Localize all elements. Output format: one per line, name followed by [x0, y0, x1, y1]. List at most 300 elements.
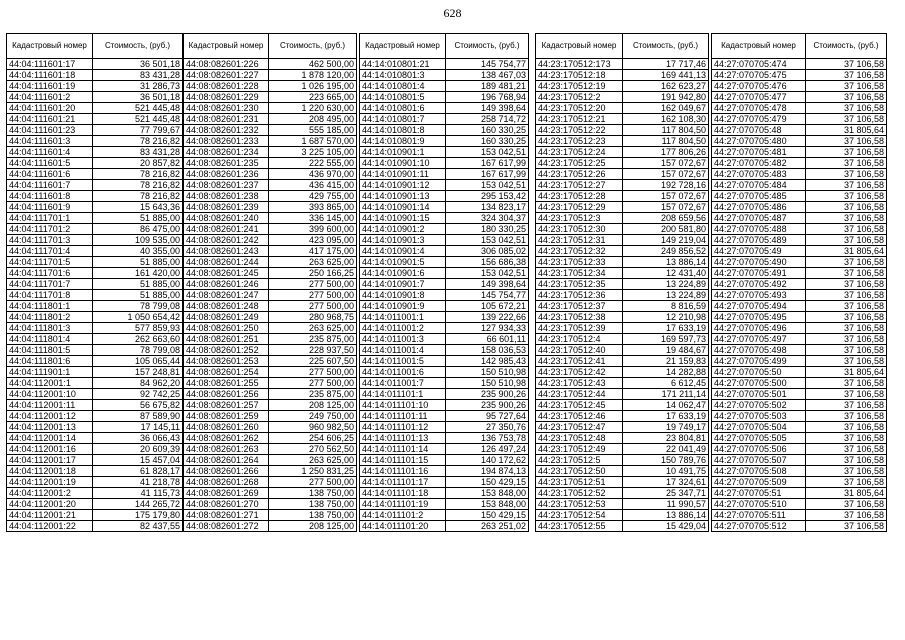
cadastral-number-cell: 44:14:011101:13	[360, 433, 446, 444]
table-row	[712, 235, 887, 246]
table-row	[184, 59, 357, 70]
cost-cell: 37 106,58	[806, 191, 887, 202]
cost-cell: 208 125,00	[269, 400, 357, 411]
cost-cell: 19 749,17	[623, 422, 709, 433]
cadastral-number-cell: 44:27:070705:489	[712, 235, 806, 246]
cadastral-number-cell: 44:23:170512:44	[536, 389, 623, 400]
table-row	[7, 279, 183, 290]
cost-cell: 15 429,04	[623, 521, 709, 532]
cadastral-number-cell: 44:27:070705:481	[712, 147, 806, 158]
table-row	[7, 367, 183, 378]
cadastral-number-cell: 44:23:170512:24	[536, 147, 623, 158]
table-row	[712, 433, 887, 444]
table-row	[712, 158, 887, 169]
cadastral-number-cell: 44:04:111601:8	[7, 191, 93, 202]
cadastral-number-cell: 44:14:010801:3	[360, 70, 446, 81]
table-row	[536, 301, 709, 312]
cadastral-number-cell: 44:14:010801:21	[360, 59, 446, 70]
cadastral-number-cell: 44:08:082601:243	[184, 246, 269, 257]
cadastral-number-cell: 44:14:010901:15	[360, 213, 446, 224]
cost-cell: 21 159,83	[623, 356, 709, 367]
cadastral-number-cell: 44:04:111601:3	[7, 136, 93, 147]
cost-cell: 37 106,58	[806, 477, 887, 488]
cost-cell: 37 106,58	[806, 356, 887, 367]
cadastral-number-cell: 44:08:082601:250	[184, 323, 269, 334]
cadastral-number-cell: 44:08:082601:254	[184, 367, 269, 378]
cadastral-number-cell: 44:27:070705:498	[712, 345, 806, 356]
table-row	[712, 499, 887, 510]
cost-cell: 235 900,26	[446, 389, 529, 400]
table-row	[184, 521, 357, 532]
table-row	[536, 169, 709, 180]
cadastral-number-cell: 44:04:111801:5	[7, 345, 93, 356]
cadastral-number-cell: 44:14:011101:15	[360, 455, 446, 466]
cost-cell: 3 225 105,00	[269, 147, 357, 158]
table-row	[536, 158, 709, 169]
cost-cell: 37 106,58	[806, 213, 887, 224]
cost-cell: 37 106,58	[806, 114, 887, 125]
cost-cell: 92 742,25	[93, 389, 183, 400]
cost-cell: 175 179,80	[93, 510, 183, 521]
cost-cell: 150 510,98	[446, 378, 529, 389]
table-row	[712, 70, 887, 81]
cadastral-number-cell: 44:04:112001:10	[7, 389, 93, 400]
cost-cell: 51 885,00	[93, 213, 183, 224]
cost-cell: 399 600,00	[269, 224, 357, 235]
cadastral-number-cell: 44:23:170512:46	[536, 411, 623, 422]
cost-cell: 37 106,58	[806, 510, 887, 521]
cost-cell: 84 962,20	[93, 378, 183, 389]
cadastral-number-cell: 44:04:111701:5	[7, 257, 93, 268]
cost-cell: 196 768,94	[446, 92, 529, 103]
cadastral-number-cell: 44:27:070705:474	[712, 59, 806, 70]
cadastral-number-cell: 44:14:011101:19	[360, 499, 446, 510]
cadastral-number-cell: 44:04:112001:17	[7, 455, 93, 466]
table-row	[7, 70, 183, 81]
cadastral-number-cell: 44:27:070705:509	[712, 477, 806, 488]
cadastral-number-cell: 44:04:112001:18	[7, 466, 93, 477]
table-row	[712, 301, 887, 312]
header-cadastral-number: Кадастровый номер	[360, 34, 446, 59]
cost-cell: 277 500,00	[269, 477, 357, 488]
cadastral-number-cell: 44:14:011001:5	[360, 356, 446, 367]
cadastral-number-cell: 44:08:082601:245	[184, 268, 269, 279]
cadastral-number-cell: 44:04:111701:4	[7, 246, 93, 257]
table-row	[360, 499, 529, 510]
cost-cell: 324 304,37	[446, 213, 529, 224]
cadastral-number-cell: 44:14:011101:11	[360, 411, 446, 422]
cadastral-number-cell: 44:04:112001:22	[7, 521, 93, 532]
cadastral-number-cell: 44:23:170512:32	[536, 246, 623, 257]
table-row	[712, 334, 887, 345]
cadastral-number-cell: 44:04:111601:17	[7, 59, 93, 70]
table-row	[536, 103, 709, 114]
cost-cell: 8 816,59	[623, 301, 709, 312]
cost-cell: 15 457,04	[93, 455, 183, 466]
cost-cell: 1 250 831,25	[269, 466, 357, 477]
table-row	[360, 92, 529, 103]
table-row	[536, 312, 709, 323]
table-row	[184, 235, 357, 246]
cost-cell: 86 475,00	[93, 224, 183, 235]
cost-cell: 11 990,57	[623, 499, 709, 510]
cost-cell: 31 286,73	[93, 81, 183, 92]
cost-cell: 51 885,00	[93, 279, 183, 290]
table-row	[184, 466, 357, 477]
table-row	[360, 268, 529, 279]
cost-cell: 82 437,55	[93, 521, 183, 532]
table-row	[536, 466, 709, 477]
cadastral-number-cell: 44:27:070705:485	[712, 191, 806, 202]
table-row	[360, 70, 529, 81]
cost-cell: 208 495,00	[269, 114, 357, 125]
table-row	[7, 356, 183, 367]
cost-cell: 78 799,08	[93, 301, 183, 312]
table-row	[536, 400, 709, 411]
cadastral-number-cell: 44:14:011001:3	[360, 334, 446, 345]
table-row	[184, 411, 357, 422]
cost-cell: 20 857,82	[93, 158, 183, 169]
table-row	[712, 378, 887, 389]
table-row	[7, 246, 183, 257]
cadastral-number-cell: 44:23:170512:20	[536, 103, 623, 114]
cadastral-number-cell: 44:04:112001:19	[7, 477, 93, 488]
table-row	[360, 455, 529, 466]
table-row	[7, 191, 183, 202]
table-row	[360, 367, 529, 378]
cadastral-number-cell: 44:08:082601:268	[184, 477, 269, 488]
cadastral-number-cell: 44:27:070705:510	[712, 499, 806, 510]
cadastral-number-cell: 44:04:111701:7	[7, 279, 93, 290]
table-row	[7, 422, 183, 433]
cadastral-number-cell: 44:04:111601:6	[7, 169, 93, 180]
cadastral-number-cell: 44:27:070705:508	[712, 466, 806, 477]
table-row	[712, 389, 887, 400]
cost-cell: 222 555,00	[269, 158, 357, 169]
cadastral-number-cell: 44:23:170512:48	[536, 433, 623, 444]
cost-cell: 37 106,58	[806, 169, 887, 180]
cost-cell: 37 106,58	[806, 279, 887, 290]
table-row	[7, 136, 183, 147]
cadastral-number-cell: 44:04:112001:12	[7, 411, 93, 422]
cadastral-number-cell: 44:23:170512:40	[536, 345, 623, 356]
cadastral-number-cell: 44:08:082601:230	[184, 103, 269, 114]
cadastral-number-cell: 44:14:010901:7	[360, 279, 446, 290]
table-row	[7, 466, 183, 477]
page-number: 628	[443, 6, 462, 20]
table-row	[7, 147, 183, 158]
cadastral-number-cell: 44:23:170512:45	[536, 400, 623, 411]
cost-cell: 37 106,58	[806, 389, 887, 400]
cadastral-number-cell: 44:04:112001:11	[7, 400, 93, 411]
table-row	[360, 279, 529, 290]
table-row	[7, 433, 183, 444]
cost-cell: 37 106,58	[806, 455, 887, 466]
cadastral-number-cell: 44:08:082601:234	[184, 147, 269, 158]
cost-cell: 78 216,82	[93, 180, 183, 191]
cost-cell: 235 875,00	[269, 334, 357, 345]
table-row	[184, 158, 357, 169]
cadastral-number-cell: 44:08:082601:226	[184, 59, 269, 70]
register-table-1	[6, 33, 183, 532]
table-row	[712, 114, 887, 125]
cost-cell: 208 659,56	[623, 213, 709, 224]
table-row	[7, 224, 183, 235]
table-row	[536, 356, 709, 367]
cost-cell: 429 755,00	[269, 191, 357, 202]
cost-cell: 12 431,40	[623, 268, 709, 279]
cost-cell: 138 750,00	[269, 488, 357, 499]
cadastral-number-cell: 44:08:082601:249	[184, 312, 269, 323]
table-row	[536, 92, 709, 103]
cost-cell: 153 042,51	[446, 268, 529, 279]
cost-cell: 393 865,00	[269, 202, 357, 213]
cadastral-number-cell: 44:08:082601:256	[184, 389, 269, 400]
cost-cell: 78 799,08	[93, 345, 183, 356]
table-row	[360, 323, 529, 334]
cadastral-number-cell: 44:14:010801:9	[360, 136, 446, 147]
cost-cell: 36 066,43	[93, 433, 183, 444]
cost-cell: 200 581,80	[623, 224, 709, 235]
cost-cell: 37 106,58	[806, 158, 887, 169]
table-row	[712, 268, 887, 279]
cost-cell: 17 717,46	[623, 59, 709, 70]
cost-cell: 277 500,00	[269, 290, 357, 301]
table-row	[712, 466, 887, 477]
cost-cell: 31 805,64	[806, 246, 887, 257]
cadastral-number-cell: 44:08:082601:271	[184, 510, 269, 521]
cost-cell: 270 562,50	[269, 444, 357, 455]
table-row	[7, 257, 183, 268]
cadastral-number-cell: 44:23:170512:42	[536, 367, 623, 378]
header-cost: Стоимость, (руб.)	[269, 34, 357, 59]
cadastral-number-cell: 44:27:070705:486	[712, 202, 806, 213]
cadastral-number-cell: 44:23:170512:41	[536, 356, 623, 367]
cadastral-number-cell: 44:04:111701:6	[7, 268, 93, 279]
cadastral-number-cell: 44:14:011001:6	[360, 367, 446, 378]
cadastral-number-cell: 44:14:011101:1	[360, 389, 446, 400]
cost-cell: 192 728,16	[623, 180, 709, 191]
cadastral-number-cell: 44:27:070705:506	[712, 444, 806, 455]
cadastral-number-cell: 44:23:170512:53	[536, 499, 623, 510]
cadastral-number-cell: 44:08:082601:260	[184, 422, 269, 433]
table-row	[360, 202, 529, 213]
cost-cell: 138 750,00	[269, 499, 357, 510]
cadastral-number-cell: 44:04:111901:1	[7, 367, 93, 378]
cost-cell: 17 633,19	[623, 411, 709, 422]
cadastral-number-cell: 44:08:082601:238	[184, 191, 269, 202]
table-row	[184, 268, 357, 279]
cadastral-number-cell: 44:08:082601:255	[184, 378, 269, 389]
cost-cell: 109 535,00	[93, 235, 183, 246]
cadastral-number-cell: 44:23:170512:55	[536, 521, 623, 532]
cost-cell: 37 106,58	[806, 257, 887, 268]
cadastral-number-cell: 44:23:170512:21	[536, 114, 623, 125]
cadastral-number-cell: 44:14:010901:8	[360, 290, 446, 301]
cost-cell: 127 934,33	[446, 323, 529, 334]
cost-cell: 37 106,58	[806, 235, 887, 246]
cost-cell: 153 042,51	[446, 147, 529, 158]
cost-cell: 36 501,18	[93, 92, 183, 103]
table-row	[184, 136, 357, 147]
cost-cell: 37 106,58	[806, 466, 887, 477]
cadastral-number-cell: 44:08:082601:235	[184, 158, 269, 169]
table-row	[712, 103, 887, 114]
cadastral-number-cell: 44:14:010901:14	[360, 202, 446, 213]
cadastral-number-cell: 44:23:170512:19	[536, 81, 623, 92]
table-row	[184, 378, 357, 389]
cadastral-number-cell: 44:08:082601:253	[184, 356, 269, 367]
cadastral-number-cell: 44:14:010901:4	[360, 246, 446, 257]
cost-cell: 235 875,00	[269, 389, 357, 400]
cost-cell: 36 501,18	[93, 59, 183, 70]
cadastral-number-cell: 44:27:070705:496	[712, 323, 806, 334]
table-row	[184, 257, 357, 268]
table-row	[536, 147, 709, 158]
cost-cell: 167 617,99	[446, 158, 529, 169]
cost-cell: 66 601,11	[446, 334, 529, 345]
table-row	[184, 114, 357, 125]
table-row	[184, 224, 357, 235]
table-row	[184, 323, 357, 334]
cost-cell: 56 675,82	[93, 400, 183, 411]
cost-cell: 37 106,58	[806, 444, 887, 455]
cost-cell: 277 500,00	[269, 301, 357, 312]
header-cadastral-number: Кадастровый номер	[184, 34, 269, 59]
cost-cell: 41 115,73	[93, 488, 183, 499]
table-row	[536, 59, 709, 70]
cost-cell: 37 106,58	[806, 323, 887, 334]
cost-cell: 208 125,00	[269, 521, 357, 532]
cost-cell: 13 886,14	[623, 510, 709, 521]
cost-cell: 189 481,21	[446, 81, 529, 92]
cadastral-number-cell: 44:27:070705:492	[712, 279, 806, 290]
cost-cell: 436 970,00	[269, 169, 357, 180]
table-row	[184, 246, 357, 257]
cadastral-number-cell: 44:08:082601:231	[184, 114, 269, 125]
cost-cell: 25 347,71	[623, 488, 709, 499]
table-row	[184, 169, 357, 180]
cost-cell: 83 431,28	[93, 70, 183, 81]
cost-cell: 78 216,82	[93, 136, 183, 147]
cadastral-number-cell: 44:04:111701:2	[7, 224, 93, 235]
cadastral-number-cell: 44:27:070705:491	[712, 268, 806, 279]
table-row	[184, 444, 357, 455]
cost-cell: 153 042,51	[446, 180, 529, 191]
cadastral-number-cell: 44:27:070705:484	[712, 180, 806, 191]
cost-cell: 249 750,00	[269, 411, 357, 422]
cost-cell: 17 145,11	[93, 422, 183, 433]
cadastral-number-cell: 44:23:170512:47	[536, 422, 623, 433]
table-row	[7, 180, 183, 191]
cadastral-number-cell: 44:23:170512:51	[536, 477, 623, 488]
cost-cell: 462 500,00	[269, 59, 357, 70]
cadastral-number-cell: 44:27:070705:50	[712, 367, 806, 378]
cost-cell: 150 429,15	[446, 510, 529, 521]
table-row	[536, 235, 709, 246]
table-row	[7, 158, 183, 169]
cost-cell: 37 106,58	[806, 136, 887, 147]
cadastral-number-cell: 44:14:011101:10	[360, 400, 446, 411]
cadastral-number-cell: 44:14:011001:4	[360, 345, 446, 356]
cadastral-number-cell: 44:08:082601:229	[184, 92, 269, 103]
cadastral-number-cell: 44:08:082601:270	[184, 499, 269, 510]
cost-cell: 149 398,64	[446, 279, 529, 290]
table-row	[712, 477, 887, 488]
table-row	[184, 301, 357, 312]
table-row	[360, 400, 529, 411]
cadastral-number-cell: 44:14:011101:12	[360, 422, 446, 433]
cadastral-number-cell: 44:08:082601:266	[184, 466, 269, 477]
cadastral-number-cell: 44:08:082601:228	[184, 81, 269, 92]
cost-cell: 180 330,25	[446, 224, 529, 235]
table-row	[712, 125, 887, 136]
cadastral-number-cell: 44:27:070705:49	[712, 246, 806, 257]
cost-cell: 37 106,58	[806, 224, 887, 235]
table-row	[712, 521, 887, 532]
table-row	[712, 191, 887, 202]
table-row	[360, 235, 529, 246]
table-row	[184, 81, 357, 92]
cadastral-number-cell: 44:14:010901:11	[360, 169, 446, 180]
cost-cell: 191 942,80	[623, 92, 709, 103]
cadastral-number-cell: 44:14:011101:14	[360, 444, 446, 455]
table-row	[360, 356, 529, 367]
table-row	[360, 477, 529, 488]
cost-cell: 280 968,75	[269, 312, 357, 323]
cadastral-number-cell: 44:04:111601:23	[7, 125, 93, 136]
cadastral-number-cell: 44:27:070705:500	[712, 378, 806, 389]
cadastral-number-cell: 44:23:170512:50	[536, 466, 623, 477]
table-row	[7, 301, 183, 312]
cost-cell: 37 106,58	[806, 345, 887, 356]
cadastral-number-cell: 44:23:170512:22	[536, 125, 623, 136]
table-row	[7, 114, 183, 125]
table-row	[360, 257, 529, 268]
cost-cell: 138 750,00	[269, 510, 357, 521]
cost-cell: 20 609,39	[93, 444, 183, 455]
table-row	[536, 136, 709, 147]
cadastral-number-cell: 44:08:082601:232	[184, 125, 269, 136]
table-row	[184, 147, 357, 158]
cost-cell: 1 220 630,00	[269, 103, 357, 114]
cost-cell: 37 106,58	[806, 422, 887, 433]
table-row	[712, 345, 887, 356]
cadastral-number-cell: 44:27:070705:504	[712, 422, 806, 433]
table-row	[360, 378, 529, 389]
register-table-4	[535, 33, 709, 532]
cost-cell: 145 754,77	[446, 290, 529, 301]
cost-cell: 423 095,00	[269, 235, 357, 246]
cost-cell: 15 643,36	[93, 202, 183, 213]
cadastral-number-cell: 44:08:082601:264	[184, 455, 269, 466]
cadastral-number-cell: 44:08:082601:248	[184, 301, 269, 312]
cost-cell: 37 106,58	[806, 92, 887, 103]
cost-cell: 10 491,75	[623, 466, 709, 477]
cadastral-number-cell: 44:27:070705:488	[712, 224, 806, 235]
cost-cell: 139 222,66	[446, 312, 529, 323]
table-row	[184, 125, 357, 136]
header-cost: Стоимость, (руб.)	[806, 34, 887, 59]
cost-cell: 254 606,25	[269, 433, 357, 444]
cadastral-number-cell: 44:23:170512:43	[536, 378, 623, 389]
cadastral-number-cell: 44:23:170512:4	[536, 334, 623, 345]
table-row	[536, 290, 709, 301]
cadastral-number-cell: 44:23:170512:3	[536, 213, 623, 224]
cadastral-number-cell: 44:23:170512:35	[536, 279, 623, 290]
table-row	[360, 81, 529, 92]
cadastral-number-cell: 44:08:082601:272	[184, 521, 269, 532]
